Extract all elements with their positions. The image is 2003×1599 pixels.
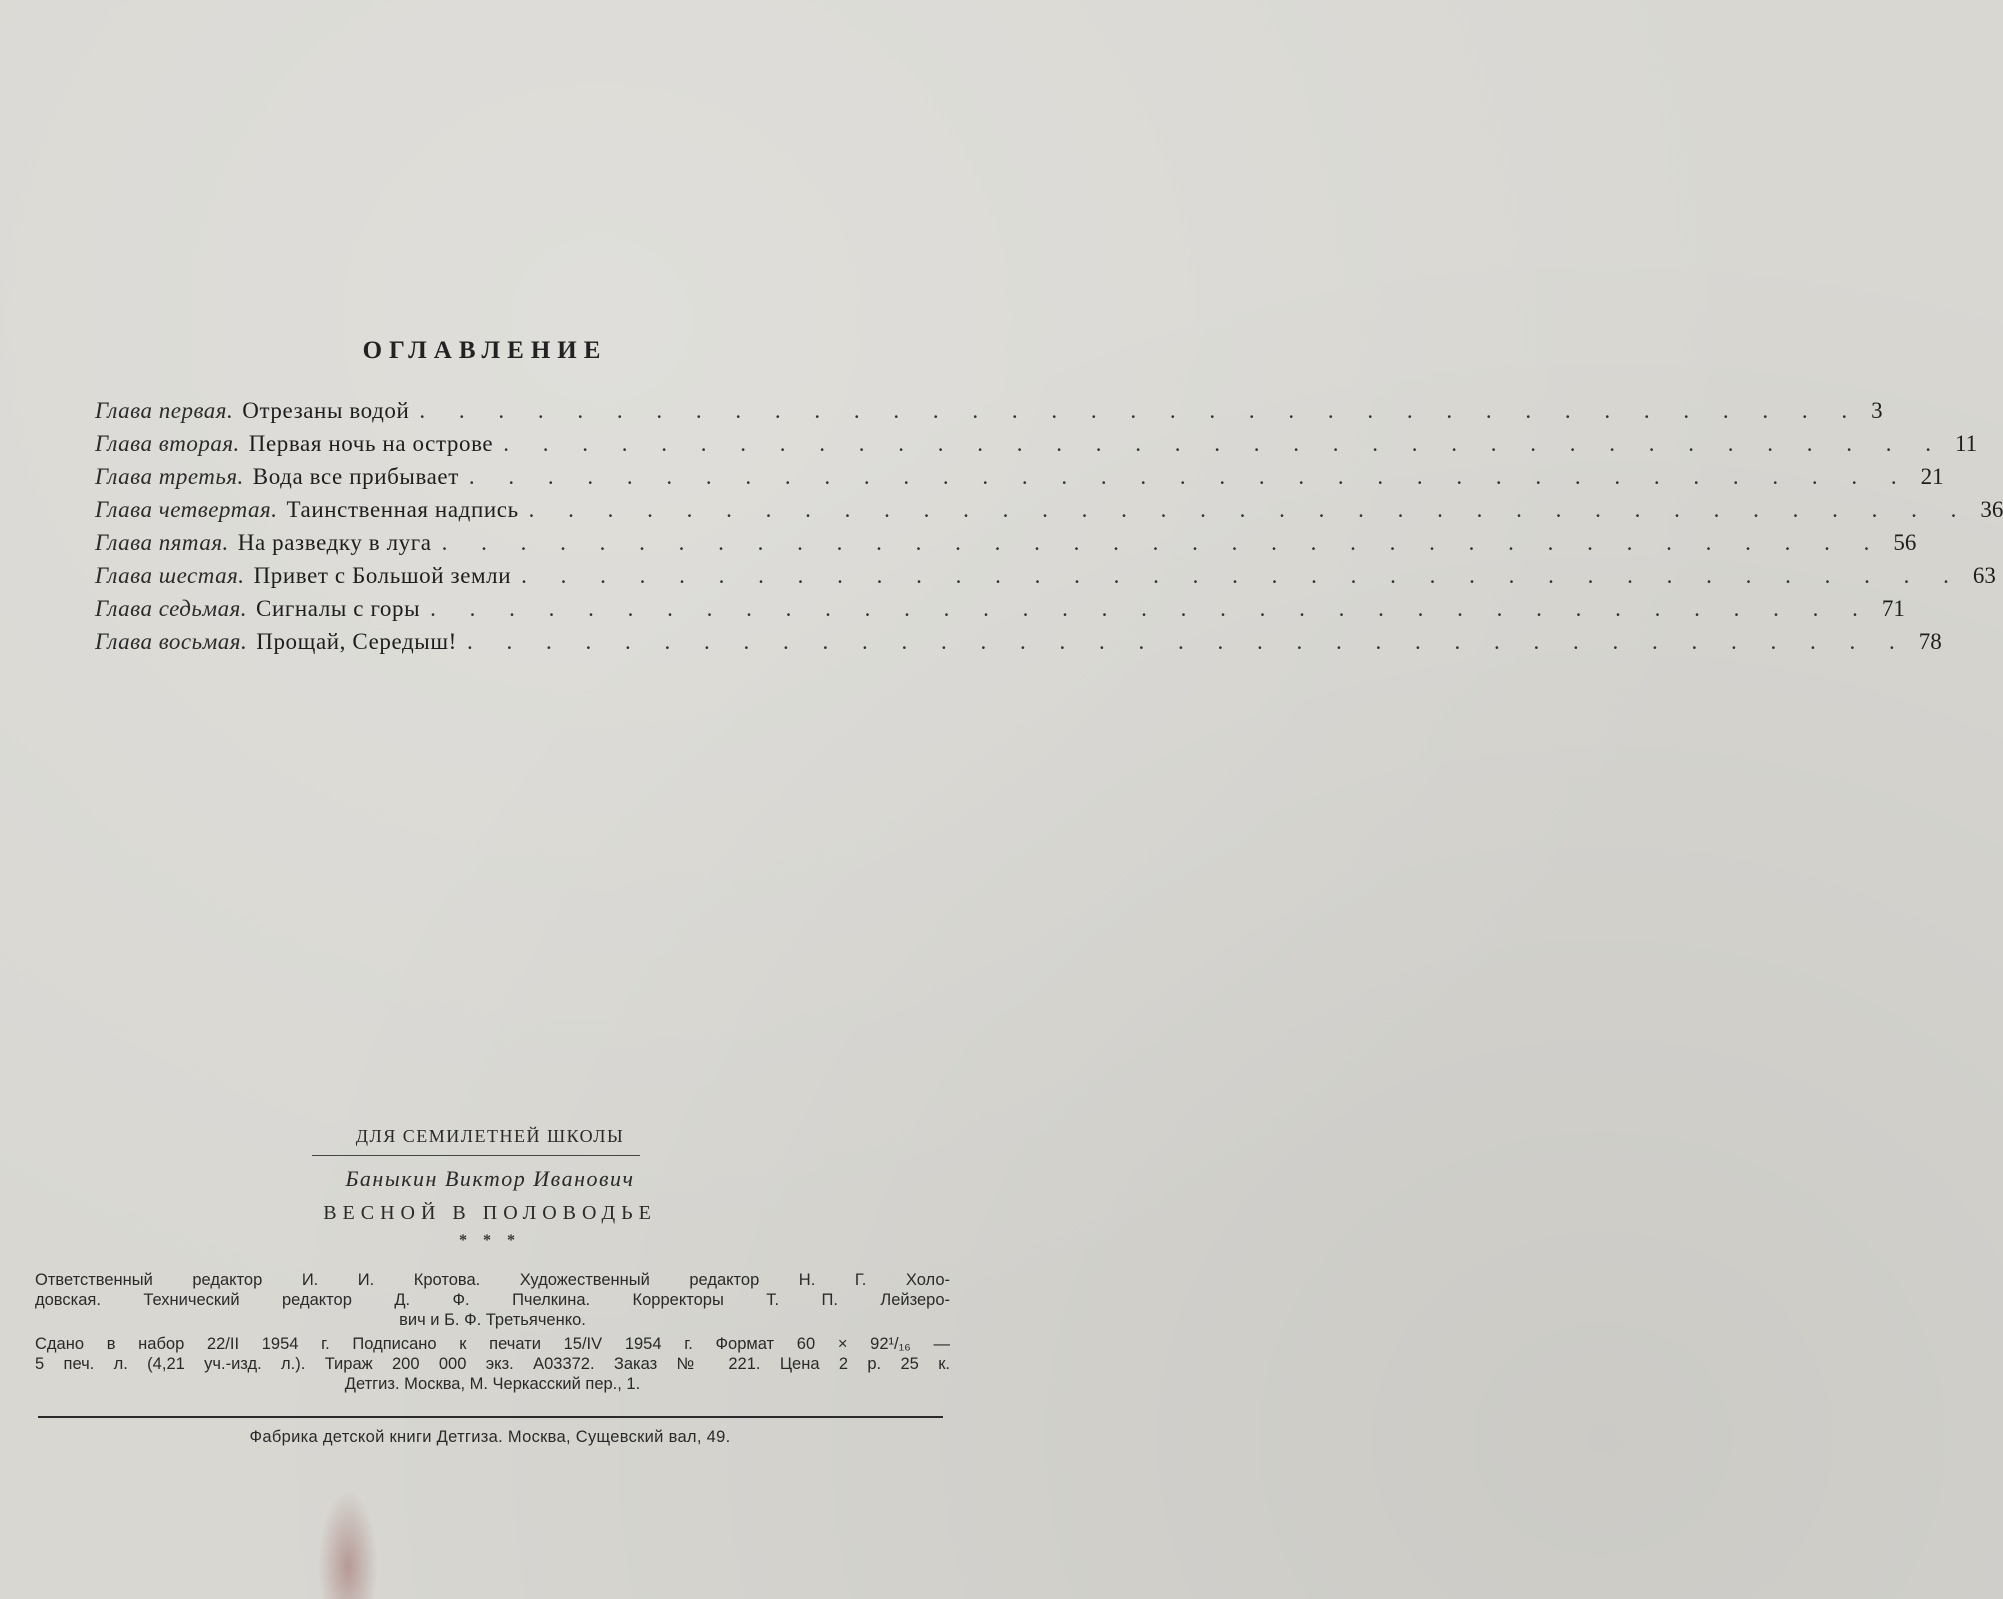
toc-chapter-title: Отрезаны водой [242, 398, 410, 423]
toc-dot-leader: . . . . . . . . . . . . . . . . . . . . . . . . . . . . . . . . . . . . . [521, 563, 1963, 588]
imprint-credits [35, 1270, 950, 1394]
toc-entry [95, 563, 1996, 596]
toc-dot-leader: . . . . . . . . . . . . . . . . . . . . . . . . . . . . . . . . . . . . . [503, 431, 1945, 456]
toc-page-number: 21 [1920, 464, 1944, 489]
toc-chapter-label: Глава восьмая. [95, 629, 248, 654]
toc-chapter-title: На разведку в луга [237, 530, 432, 555]
toc-chapter-label: Глава первая. [95, 398, 234, 423]
series-divider [312, 1155, 640, 1156]
credits-line: Ответственный редактор И. И. Кротова. Художественный редактор Н. Г. Холо- [35, 1271, 950, 1289]
credits-line: вич и Б. Ф. Третьяченко. [399, 1311, 586, 1329]
toc-dot-leader: . . . . . . . . . . . . . . . . . . . . . . . . . . . . . . . . . . . . . [528, 497, 1971, 522]
toc-chapter-title: Первая ночь на острове [248, 431, 494, 456]
toc-page-number: 63 [1972, 563, 1996, 588]
publishing-line: 5 печ. л. (4,21 уч.-изд. л.). Тираж 200 000 экз. А03372. Заказ № 221. Цена 2 р. 25 к. [35, 1355, 950, 1373]
toc-chapter-title: Вода все прибывает [252, 464, 459, 489]
toc-dot-leader: . . . . . . . . . . . . . . . . . . . . . . . . . . . . . . . . . . . . . [430, 596, 1872, 621]
toc-chapter-label: Глава седьмая. [95, 596, 248, 621]
toc-entry [95, 431, 1978, 464]
toc-chapter-title: Привет с Большой земли [253, 563, 512, 588]
toc-chapter-title: Сигналы с горы [256, 596, 421, 621]
toc-chapter-label: Глава шестая. [95, 563, 245, 588]
toc-dot-leader: . . . . . . . . . . . . . . . . . . . . . . . . . . . . . . . . . . . . . [466, 629, 1909, 654]
toc-chapter-title: Таинственная надпись [286, 497, 519, 522]
toc-list [95, 398, 2003, 662]
toc-page-number: 78 [1918, 629, 1942, 654]
book-title: ВЕСНОЙ В ПОЛОВОДЬЕ [323, 1202, 657, 1224]
toc-chapter-label: Глава третья. [95, 464, 244, 489]
toc-dot-leader: . . . . . . . . . . . . . . . . . . . . . . . . . . . . . . . . . . . . . [468, 464, 1911, 489]
toc-page-number: 36 [1980, 497, 2003, 522]
toc-page-number: 11 [1954, 431, 1978, 456]
toc-page-number: 71 [1881, 596, 1905, 621]
toc-page-number: 56 [1893, 530, 1917, 555]
imprint-divider [38, 1416, 943, 1418]
toc-entry [95, 629, 1942, 662]
finger-smudge [318, 1490, 378, 1599]
toc-dot-leader: . . . . . . . . . . . . . . . . . . . . . . . . . . . . . . . . . . . . . [441, 530, 1884, 555]
toc-chapter-label: Глава четвертая. [95, 497, 278, 522]
printer-line: Фабрика детской книги Детгиза. Москва, Сущевский вал, 49. [249, 1428, 731, 1446]
toc-entry [95, 464, 1944, 497]
toc-chapter-label: Глава пятая. [95, 530, 229, 555]
toc-entry [95, 596, 1905, 629]
author-name: Баныкин Виктор Иванович [345, 1166, 635, 1191]
toc-dot-leader: . . . . . . . . . . . . . . . . . . . . . . . . . . . . . . . . . . . . . [419, 398, 1862, 423]
asterism-separator: * * * [459, 1232, 521, 1249]
toc-entry [95, 497, 2003, 530]
toc-entry [95, 530, 1917, 563]
toc-heading: ОГЛАВЛЕНИЕ [362, 337, 608, 364]
publishing-line: Детгиз. Москва, М. Черкасский пер., 1. [344, 1375, 641, 1393]
toc-chapter-label: Глава вторая. [95, 431, 240, 456]
credits-line: довская. Технический редактор Д. Ф. Пчелкина. Корректоры Т. П. Лейзеро- [35, 1291, 950, 1309]
series-label: ДЛЯ СЕМИЛЕТНЕЙ ШКОЛЫ [355, 1126, 625, 1146]
toc-chapter-title: Прощай, Середыш! [256, 629, 457, 654]
toc-entry [95, 398, 1883, 431]
toc-page-number: 3 [1871, 398, 1883, 423]
publishing-line: Сдано в набор 22/II 1954 г. Подписано к печати 15/IV 1954 г. Формат 60 × 92¹/₁₆ — [35, 1335, 950, 1353]
